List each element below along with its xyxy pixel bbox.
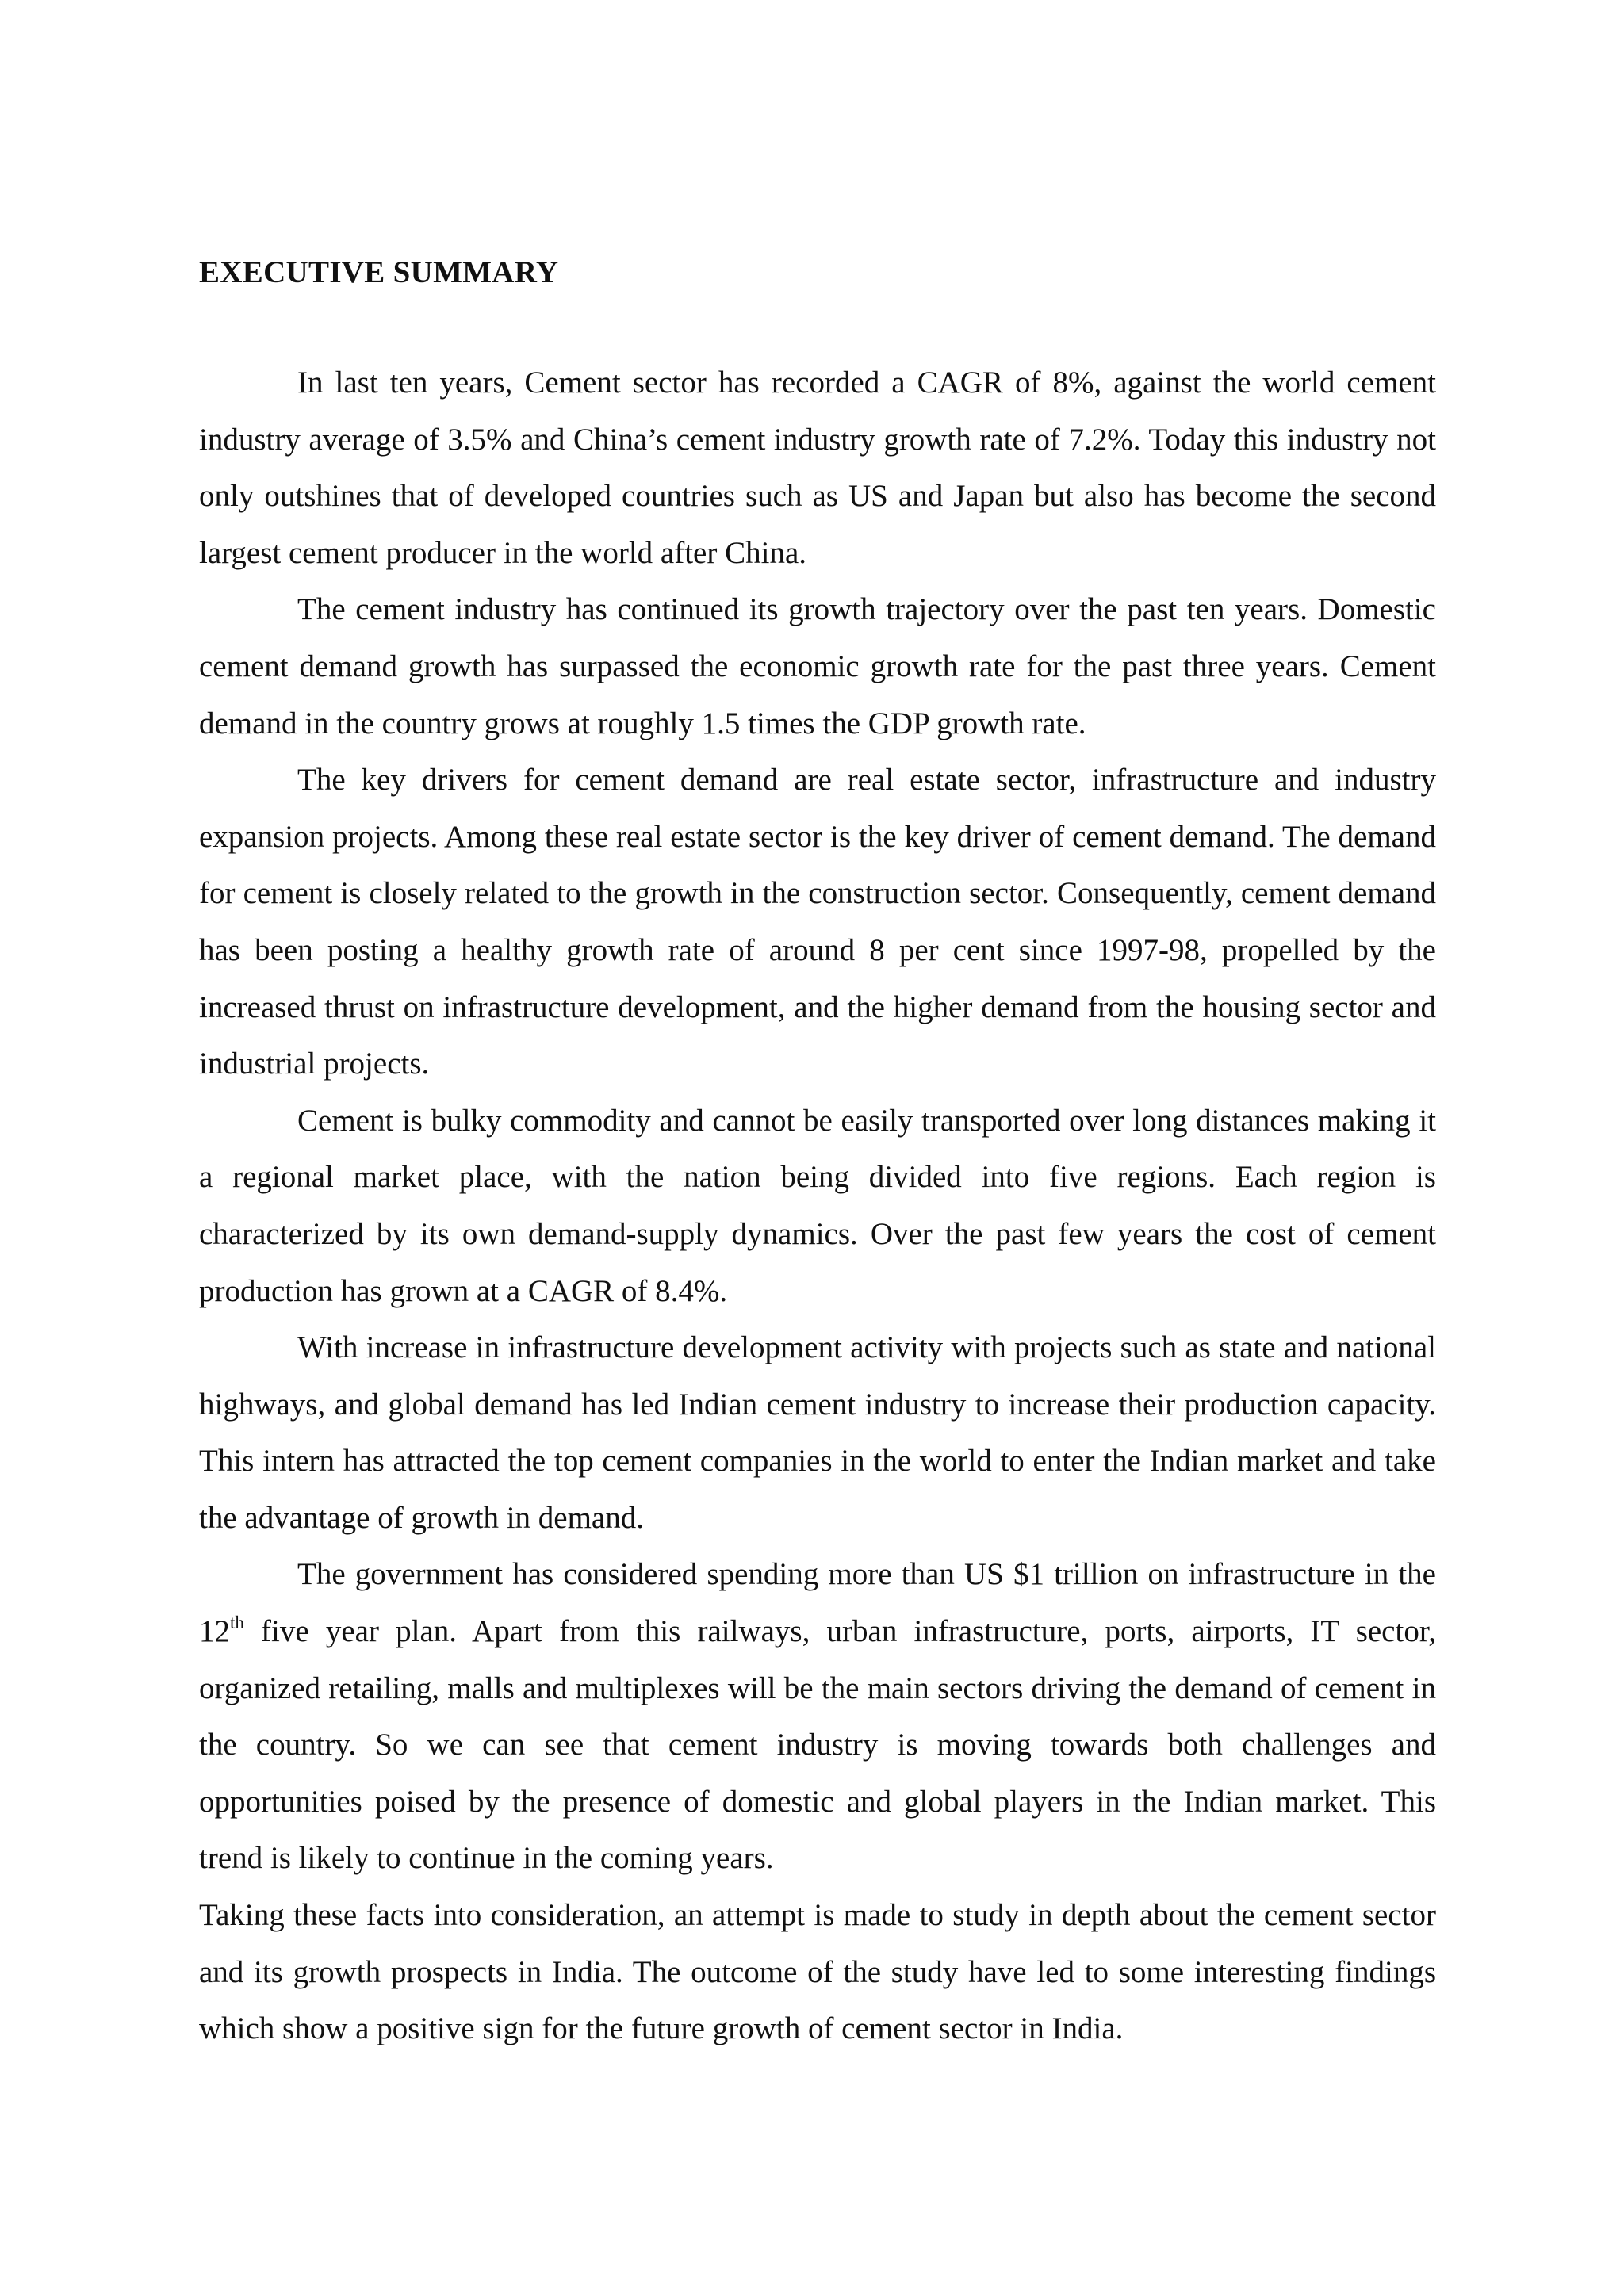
page-title: EXECUTIVE SUMMARY: [199, 255, 559, 289]
ordinal-superscript: th: [230, 1613, 244, 1633]
paragraph-infrastructure: With increase in infrastructure development activity with projects such as state and national highways, and global demand has led Indian cement industry to increase their production capacity. This intern has attracted the top cement companies in the world to enter the Indian market and take the advantage of growth in demand.: [199, 1330, 1436, 1535]
paragraph-growth-trajectory: The cement industry has continued its growth trajectory over the past ten years. Domestic cement demand growth has surpassed the economic growth rate for the past three years. Cement demand in the country grows at roughly 1.5 times the GDP growth rate.: [199, 592, 1436, 740]
paragraph-conclusion: Taking these facts into consideration, an attempt is made to study in depth about the cement sector and its growth prospects in India. The outcome of the study have led to some interesting findings which show a positive sign for the future growth of cement sector in India.: [199, 1898, 1436, 2046]
plan-text-before: The government has considered spending more than US $1 trillion on infrastructure in the 12: [199, 1557, 1436, 1649]
document-body: [199, 247, 1436, 2057]
plan-text-after: five year plan. Apart from this railways, urban infrastructure, ports, airports, IT sector, organized retailing, malls and multiplexes will be the main sectors driving the demand of cement in the country. So we can see that cement industry is moving towards both challenges and opportunities poised by the presence of domestic and global players in the Indian market. This trend is likely to continue in the coming years.: [199, 1614, 1436, 1876]
paragraph-regional-market: Cement is bulky commodity and cannot be easily transported over long distances making it a regional market place, with the nation being divided into five regions. Each region is characterized by its own demand-supply dynamics. Over the past few years the cost of cement production has grown at a CAGR of 8.4%.: [199, 1103, 1436, 1308]
paragraph-cagr: In last ten years, Cement sector has recorded a CAGR of 8%, against the world cement industry average of 3.5% and China’s cement industry growth rate of 7.2%. Today this industry not only outshines that of developed countries such as US and Japan but also has become the second largest cement producer in the world after China.: [199, 365, 1436, 570]
paragraph-key-drivers: The key drivers for cement demand are real estate sector, infrastructure and industry expansion projects. Among these real estate sector is the key driver of cement demand. The demand for cement is closely related to the growth in the construction sector. Consequently, cement demand has been posting a healthy growth rate of around 8 per cent since 1997-98, propelled by the increased thrust on infrastructure development, and the higher demand from the housing sector and industrial projects.: [199, 763, 1436, 1081]
paragraph-five-year-plan: [199, 1546, 1436, 1887]
